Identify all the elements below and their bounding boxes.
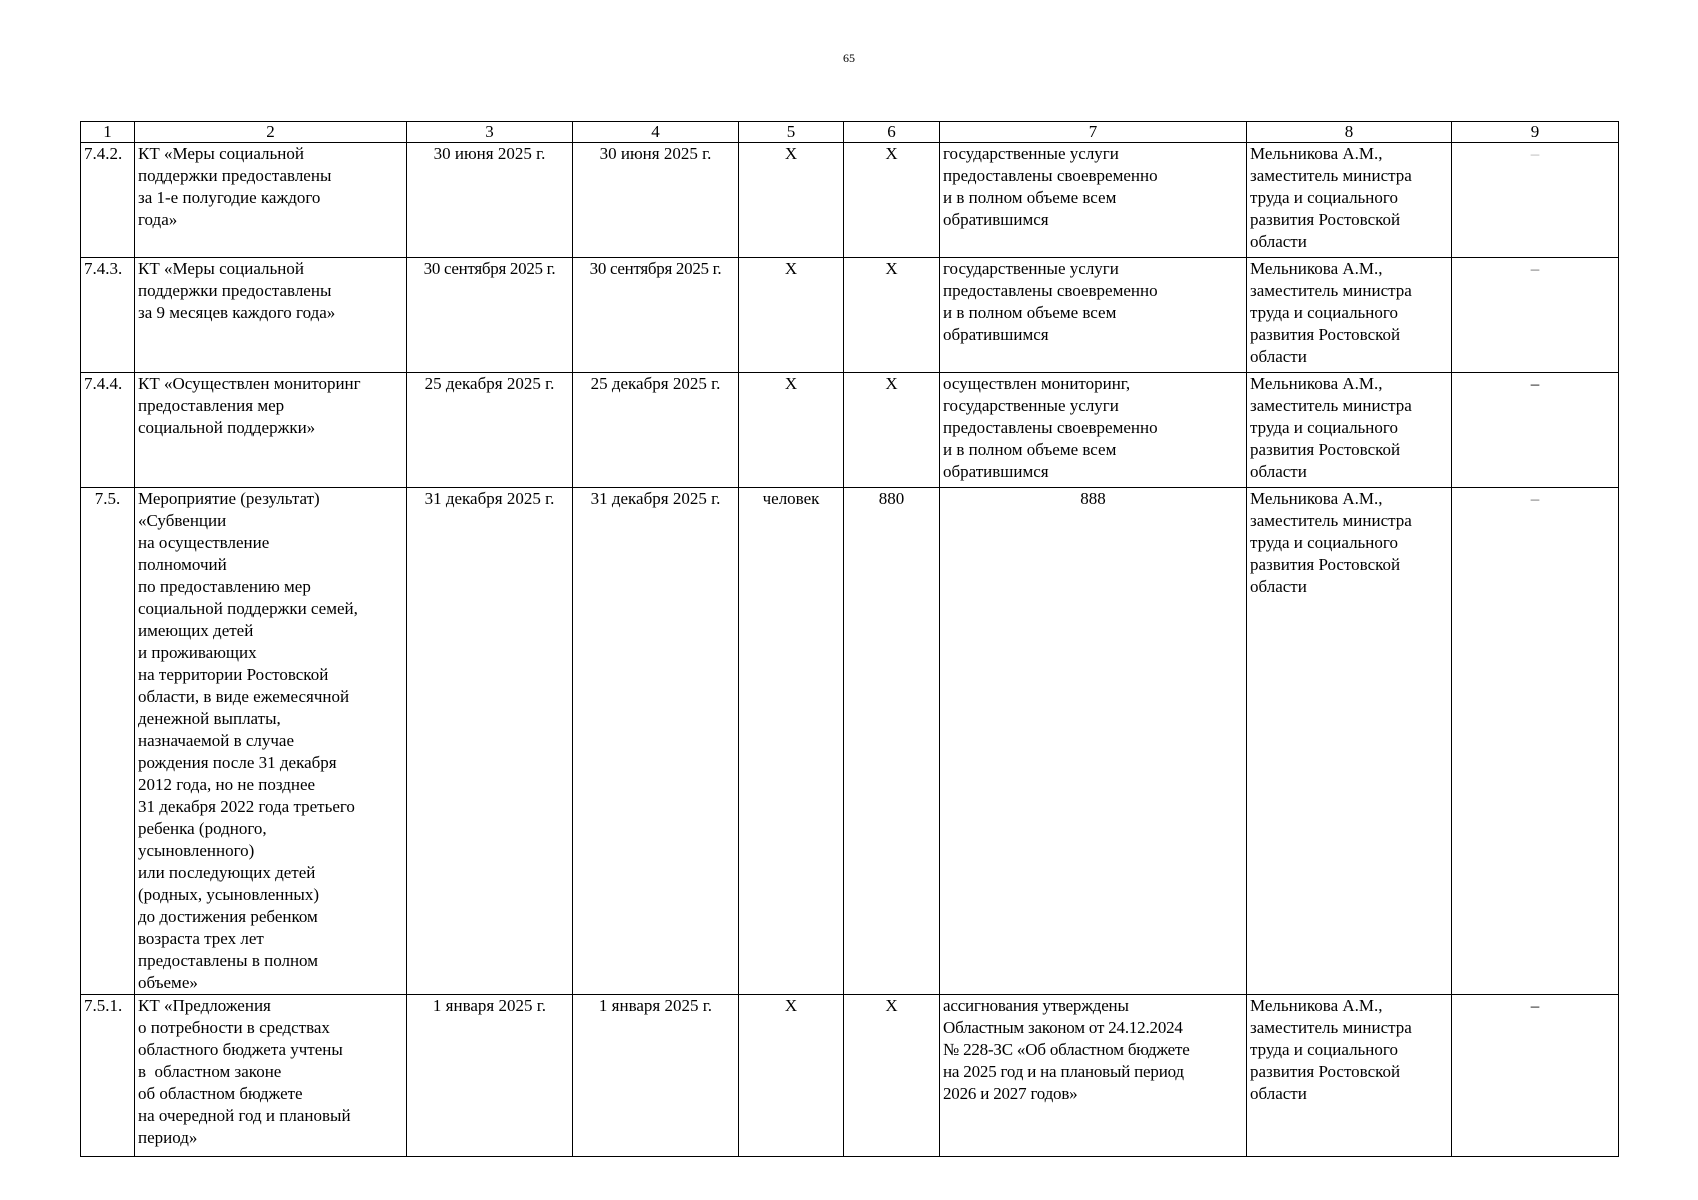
- row-unit: X: [739, 373, 844, 488]
- row-date-plan: 30 июня 2025 г.: [407, 143, 573, 258]
- table-row: [81, 258, 1619, 373]
- row-result: государственные услуги предоставлены своевременно и в полном объеме всем обратившимся: [940, 258, 1247, 373]
- row-responsible: Мельникова А.М., заместитель министра труда и социального развития Ростовской области: [1247, 143, 1452, 258]
- column-number-2: 2: [135, 122, 407, 143]
- table-row: [81, 488, 1619, 995]
- row-responsible: Мельникова А.М., заместитель министра труда и социального развития Ростовской области: [1247, 488, 1452, 995]
- column-number-7: 7: [940, 122, 1247, 143]
- row-date-fact: 30 сентября 2025 г.: [573, 258, 739, 373]
- row-unit: X: [739, 258, 844, 373]
- row-number: 7.5.1.: [81, 995, 135, 1157]
- column-number-5: 5: [739, 122, 844, 143]
- table-row: [81, 995, 1619, 1157]
- column-number-3: 3: [407, 122, 573, 143]
- column-number-6: 6: [844, 122, 940, 143]
- row-value: X: [844, 995, 940, 1157]
- row-note: –: [1452, 143, 1619, 258]
- row-unit: человек: [739, 488, 844, 995]
- column-number-4: 4: [573, 122, 739, 143]
- row-date-fact: 25 декабря 2025 г.: [573, 373, 739, 488]
- row-value: X: [844, 373, 940, 488]
- row-name: КТ «Меры социальной поддержки предоставлены за 9 месяцев каждого года»: [135, 258, 407, 373]
- row-date-plan: 1 января 2025 г.: [407, 995, 573, 1157]
- row-number: 7.4.4.: [81, 373, 135, 488]
- row-responsible: Мельникова А.М., заместитель министра труда и социального развития Ростовской области: [1247, 258, 1452, 373]
- row-name: КТ «Осуществлен мониторинг предоставления мер социальной поддержки»: [135, 373, 407, 488]
- row-responsible: Мельникова А.М., заместитель министра труда и социального развития Ростовской области: [1247, 373, 1452, 488]
- measures-table: [80, 121, 1619, 1157]
- row-value: 880: [844, 488, 940, 995]
- row-note: –: [1452, 488, 1619, 995]
- row-date-fact: 30 июня 2025 г.: [573, 143, 739, 258]
- table-row: [81, 143, 1619, 258]
- row-name: Мероприятие (результат) «Субвенции на осуществление полномочий по предоставлению мер социальной поддержки семей, имеющих детей и проживающих на территории Ростовской области, в виде ежемесячной денежной выплаты, назначаемой в случае рождения после 31 декабря 2012 года, но не позднее 31 декабря 2022 года третьего ребенка (родного, усыновленного) или последующих детей (родных, усыновленных) до достижения ребенком возраста трех лет предоставлены в полном объеме»: [135, 488, 407, 995]
- page-number: 65: [843, 51, 855, 65]
- row-result: ассигнования утверждены Областным законом от 24.12.2024 № 228-ЗС «Об областном бюджете на 2025 год и на плановый период 2026 и 2027 годов»: [940, 995, 1247, 1157]
- table-row: [81, 373, 1619, 488]
- column-number-8: 8: [1247, 122, 1452, 143]
- row-name: КТ «Меры социальной поддержки предоставлены за 1-е полугодие каждого года»: [135, 143, 407, 258]
- row-result: осуществлен мониторинг, государственные услуги предоставлены своевременно и в полном объеме всем обратившимся: [940, 373, 1247, 488]
- row-date-plan: 25 декабря 2025 г.: [407, 373, 573, 488]
- row-date-plan: 30 сентября 2025 г.: [407, 258, 573, 373]
- row-date-plan: 31 декабря 2025 г.: [407, 488, 573, 995]
- row-result: 888: [940, 488, 1247, 995]
- row-number: 7.5.: [81, 488, 135, 995]
- row-number: 7.4.2.: [81, 143, 135, 258]
- row-unit: X: [739, 143, 844, 258]
- row-number: 7.4.3.: [81, 258, 135, 373]
- row-result: государственные услуги предоставлены своевременно и в полном объеме всем обратившимся: [940, 143, 1247, 258]
- row-note: –: [1452, 373, 1619, 488]
- row-value: X: [844, 258, 940, 373]
- row-date-fact: 1 января 2025 г.: [573, 995, 739, 1157]
- column-number-9: 9: [1452, 122, 1619, 143]
- column-number-1: 1: [81, 122, 135, 143]
- row-value: X: [844, 143, 940, 258]
- row-name: КТ «Предложения о потребности в средствах областного бюджета учтены в областном законе об областном бюджете на очередной год и плановый период»: [135, 995, 407, 1157]
- row-note: –: [1452, 258, 1619, 373]
- table-header-row: [81, 122, 1619, 143]
- row-date-fact: 31 декабря 2025 г.: [573, 488, 739, 995]
- row-note: –: [1452, 995, 1619, 1157]
- row-unit: X: [739, 995, 844, 1157]
- row-responsible: Мельникова А.М., заместитель министра труда и социального развития Ростовской области: [1247, 995, 1452, 1157]
